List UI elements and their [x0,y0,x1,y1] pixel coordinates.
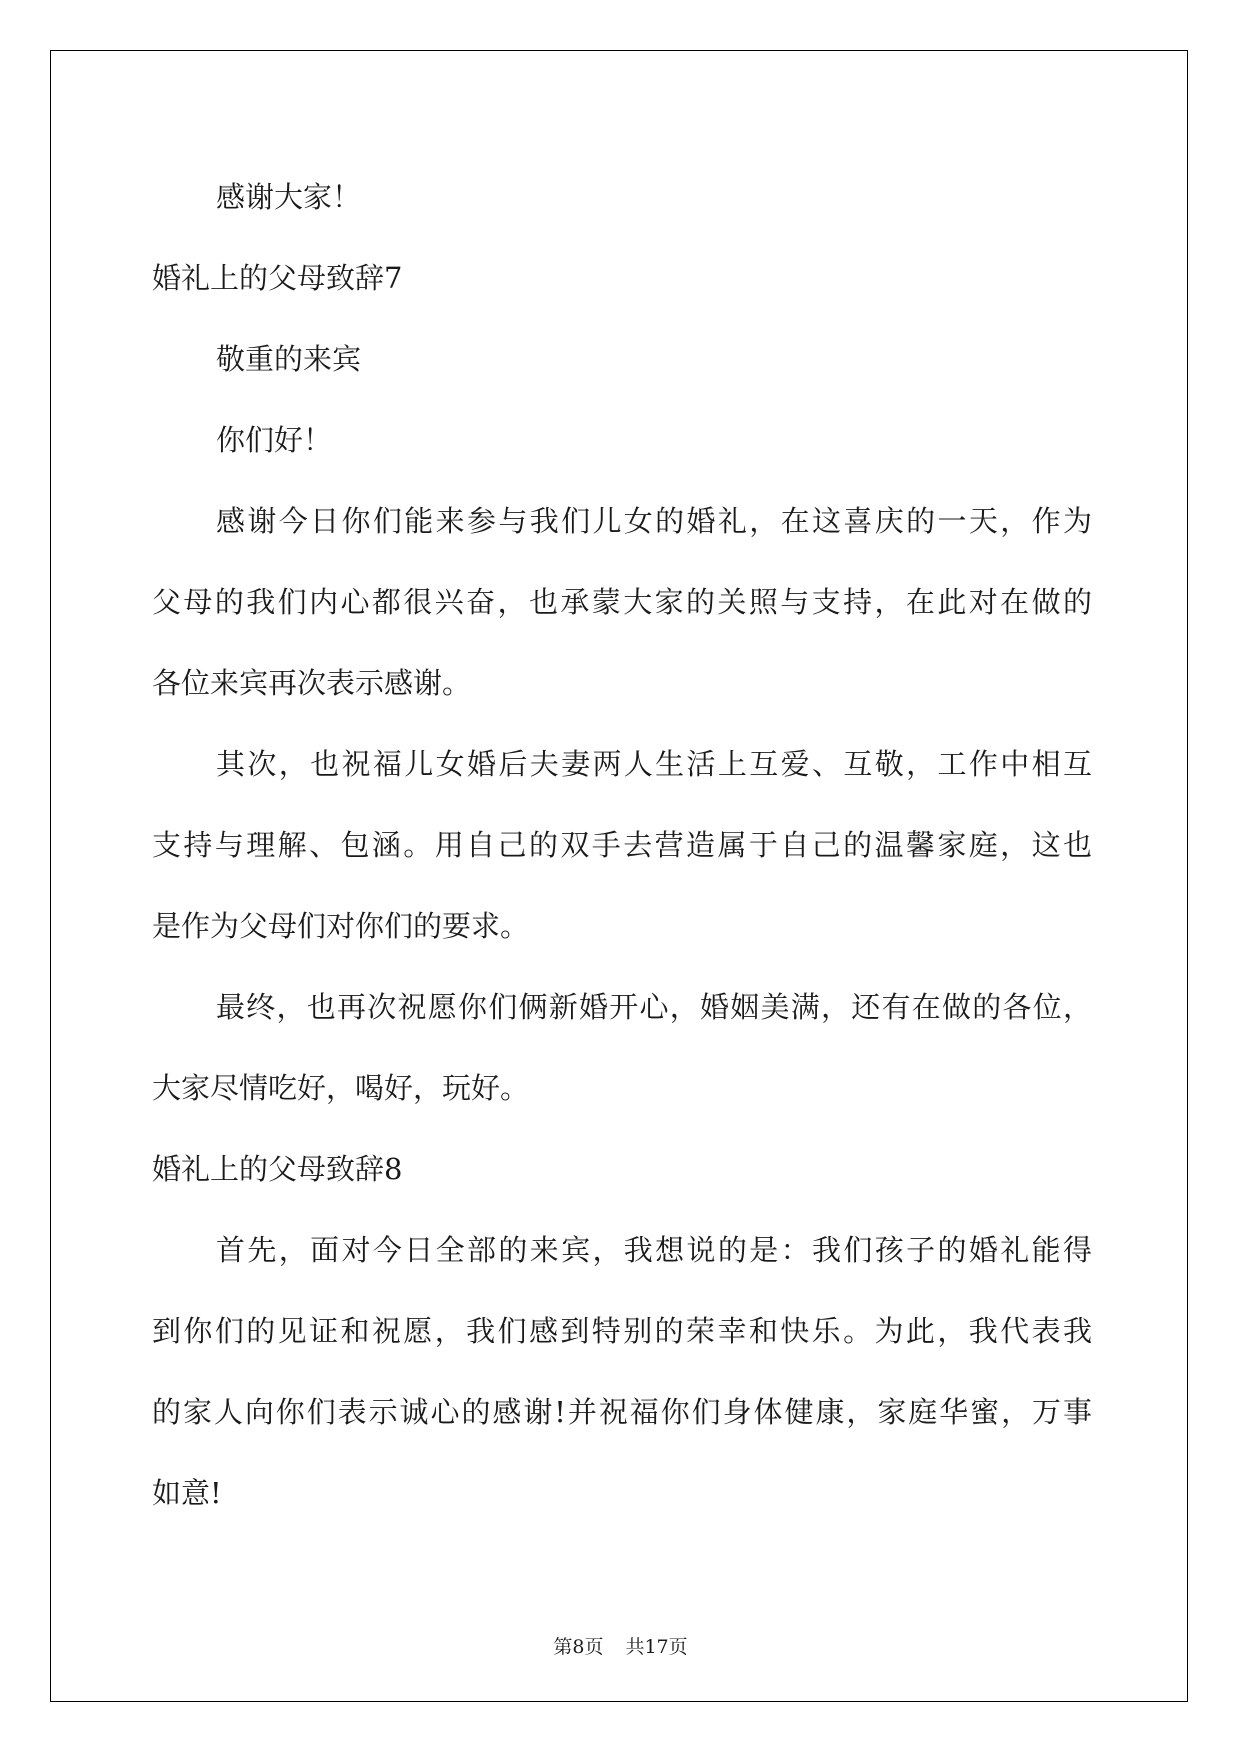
page-footer [0,1632,1241,1659]
paragraph-line: 大家尽情吃好，喝好，玩好。 [152,1071,530,1105]
page-total: 共17页 [625,1636,688,1658]
document-body [152,157,1092,1534]
paragraph-line: 如意! [152,1476,222,1510]
section-heading: 婚礼上的父母致辞7 [152,261,403,295]
paragraph-line: 到你们的见证和祝愿，我们感到特别的荣幸和快乐。为此，我代表我 [152,1314,1092,1348]
paragraph-line: 是作为父母们对你们的要求。 [152,909,530,943]
paragraph-line: 支持与理解、包涵。用自己的双手去营造属于自己的温馨家庭，这也 [152,828,1092,862]
page-number: 第8页 [553,1636,604,1658]
paragraph-line: 的家人向你们表示诚心的感谢!并祝福你们身体健康，家庭华蜜，万事 [152,1395,1092,1429]
paragraph-line: 最终，也再次祝愿你们俩新婚开心，婚姻美满，还有在做的各位， [216,990,1092,1024]
paragraph-line: 你们好！ [216,423,333,457]
paragraph-line: 其次，也祝福儿女婚后夫妻两人生活上互爱、互敬，工作中相互 [216,747,1092,781]
section-heading: 婚礼上的父母致辞8 [152,1152,403,1186]
paragraph-line: 感谢大家！ [216,180,362,214]
paragraph-line: 父母的我们内心都很兴奋，也承蒙大家的关照与支持，在此对在做的 [152,585,1092,619]
paragraph-line: 各位来宾再次表示感谢。 [152,666,472,700]
paragraph-line: 感谢今日你们能来参与我们儿女的婚礼，在这喜庆的一天，作为 [216,504,1092,538]
paragraph-line: 敬重的来宾 [216,342,362,376]
paragraph-line: 首先，面对今日全部的来宾，我想说的是：我们孩子的婚礼能得 [216,1233,1092,1267]
